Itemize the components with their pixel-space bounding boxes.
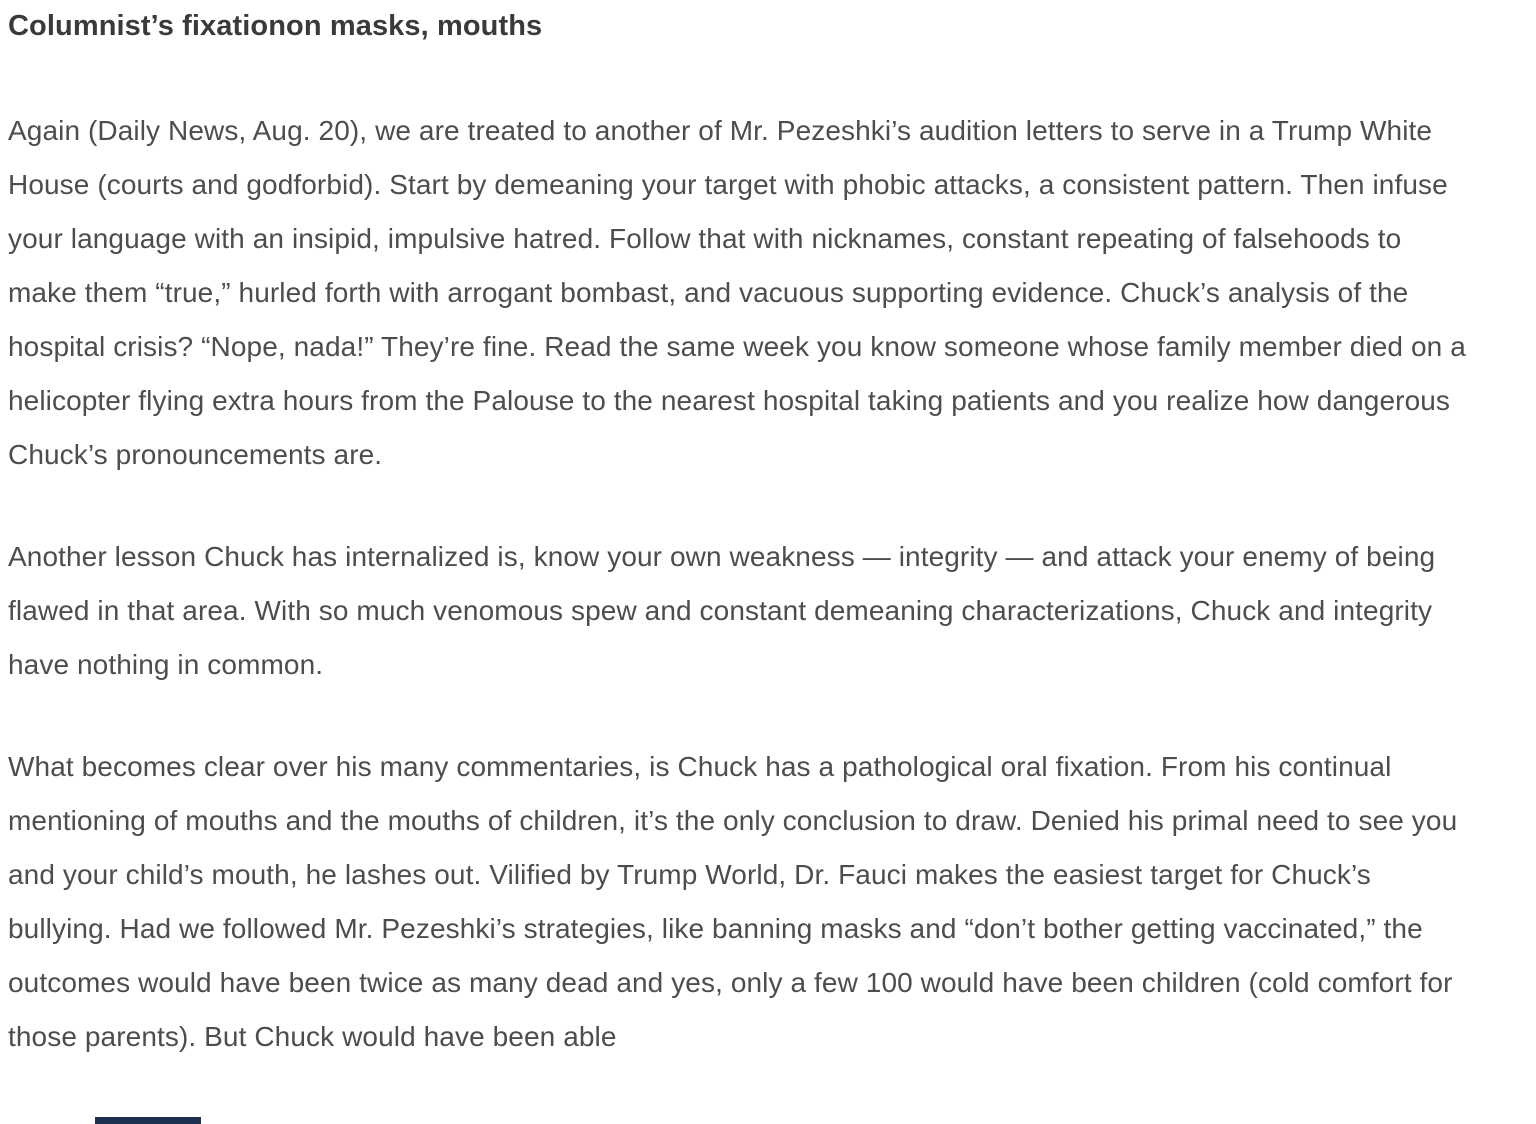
article-paragraph-2: Another lesson Chuck has internalized is, know your own weakness — integrity — and attack your enemy of being flawed in that area. With so much venomous spew and constant demeaning characterizations, Chuck and integrity have nothing in common. xyxy=(8,541,1436,680)
partial-embed-top-edge xyxy=(95,1117,201,1124)
article-title: Columnist’s fixationon masks, mouths xyxy=(8,10,543,42)
article-paragraph-3: What becomes clear over his many commentaries, is Chuck has a pathological oral fixation. From his continual mentioning of mouths and the mouths of children, it’s the only conclusion to draw. Denied his primal need to see you and your child’s mouth, he lashes out. Vilified by Trump World, Dr. Fauci makes the easiest target for Chuck’s bullying. Had we followed Mr. Pezeshki’s strategies, like banning masks and “don’t bother getting vaccinated,” the outcomes would have been twice as many dead and yes, only a few 100 would have been children (cold comfort for those parents). But Chuck would have been able xyxy=(8,751,1458,1052)
article-paragraph-1: Again (Daily News, Aug. 20), we are treated to another of Mr. Pezeshki’s audition letters to serve in a Trump White House (courts and godforbid). Start by demeaning your target with phobic attacks, a consistent pattern. Then infuse your language with an insipid, impulsive hatred. Follow that with nicknames, constant repeating of falsehoods to make them “true,” hurled forth with arrogant bombast, and vacuous supporting evidence. Chuck’s analysis of the hospital crisis? “Nope, nada!” They’re fine. Read the same week you know someone whose family member died on a helicopter flying extra hours from the Palouse to the nearest hospital taking patients and you realize how dangerous Chuck’s pronouncements are. xyxy=(8,115,1466,470)
